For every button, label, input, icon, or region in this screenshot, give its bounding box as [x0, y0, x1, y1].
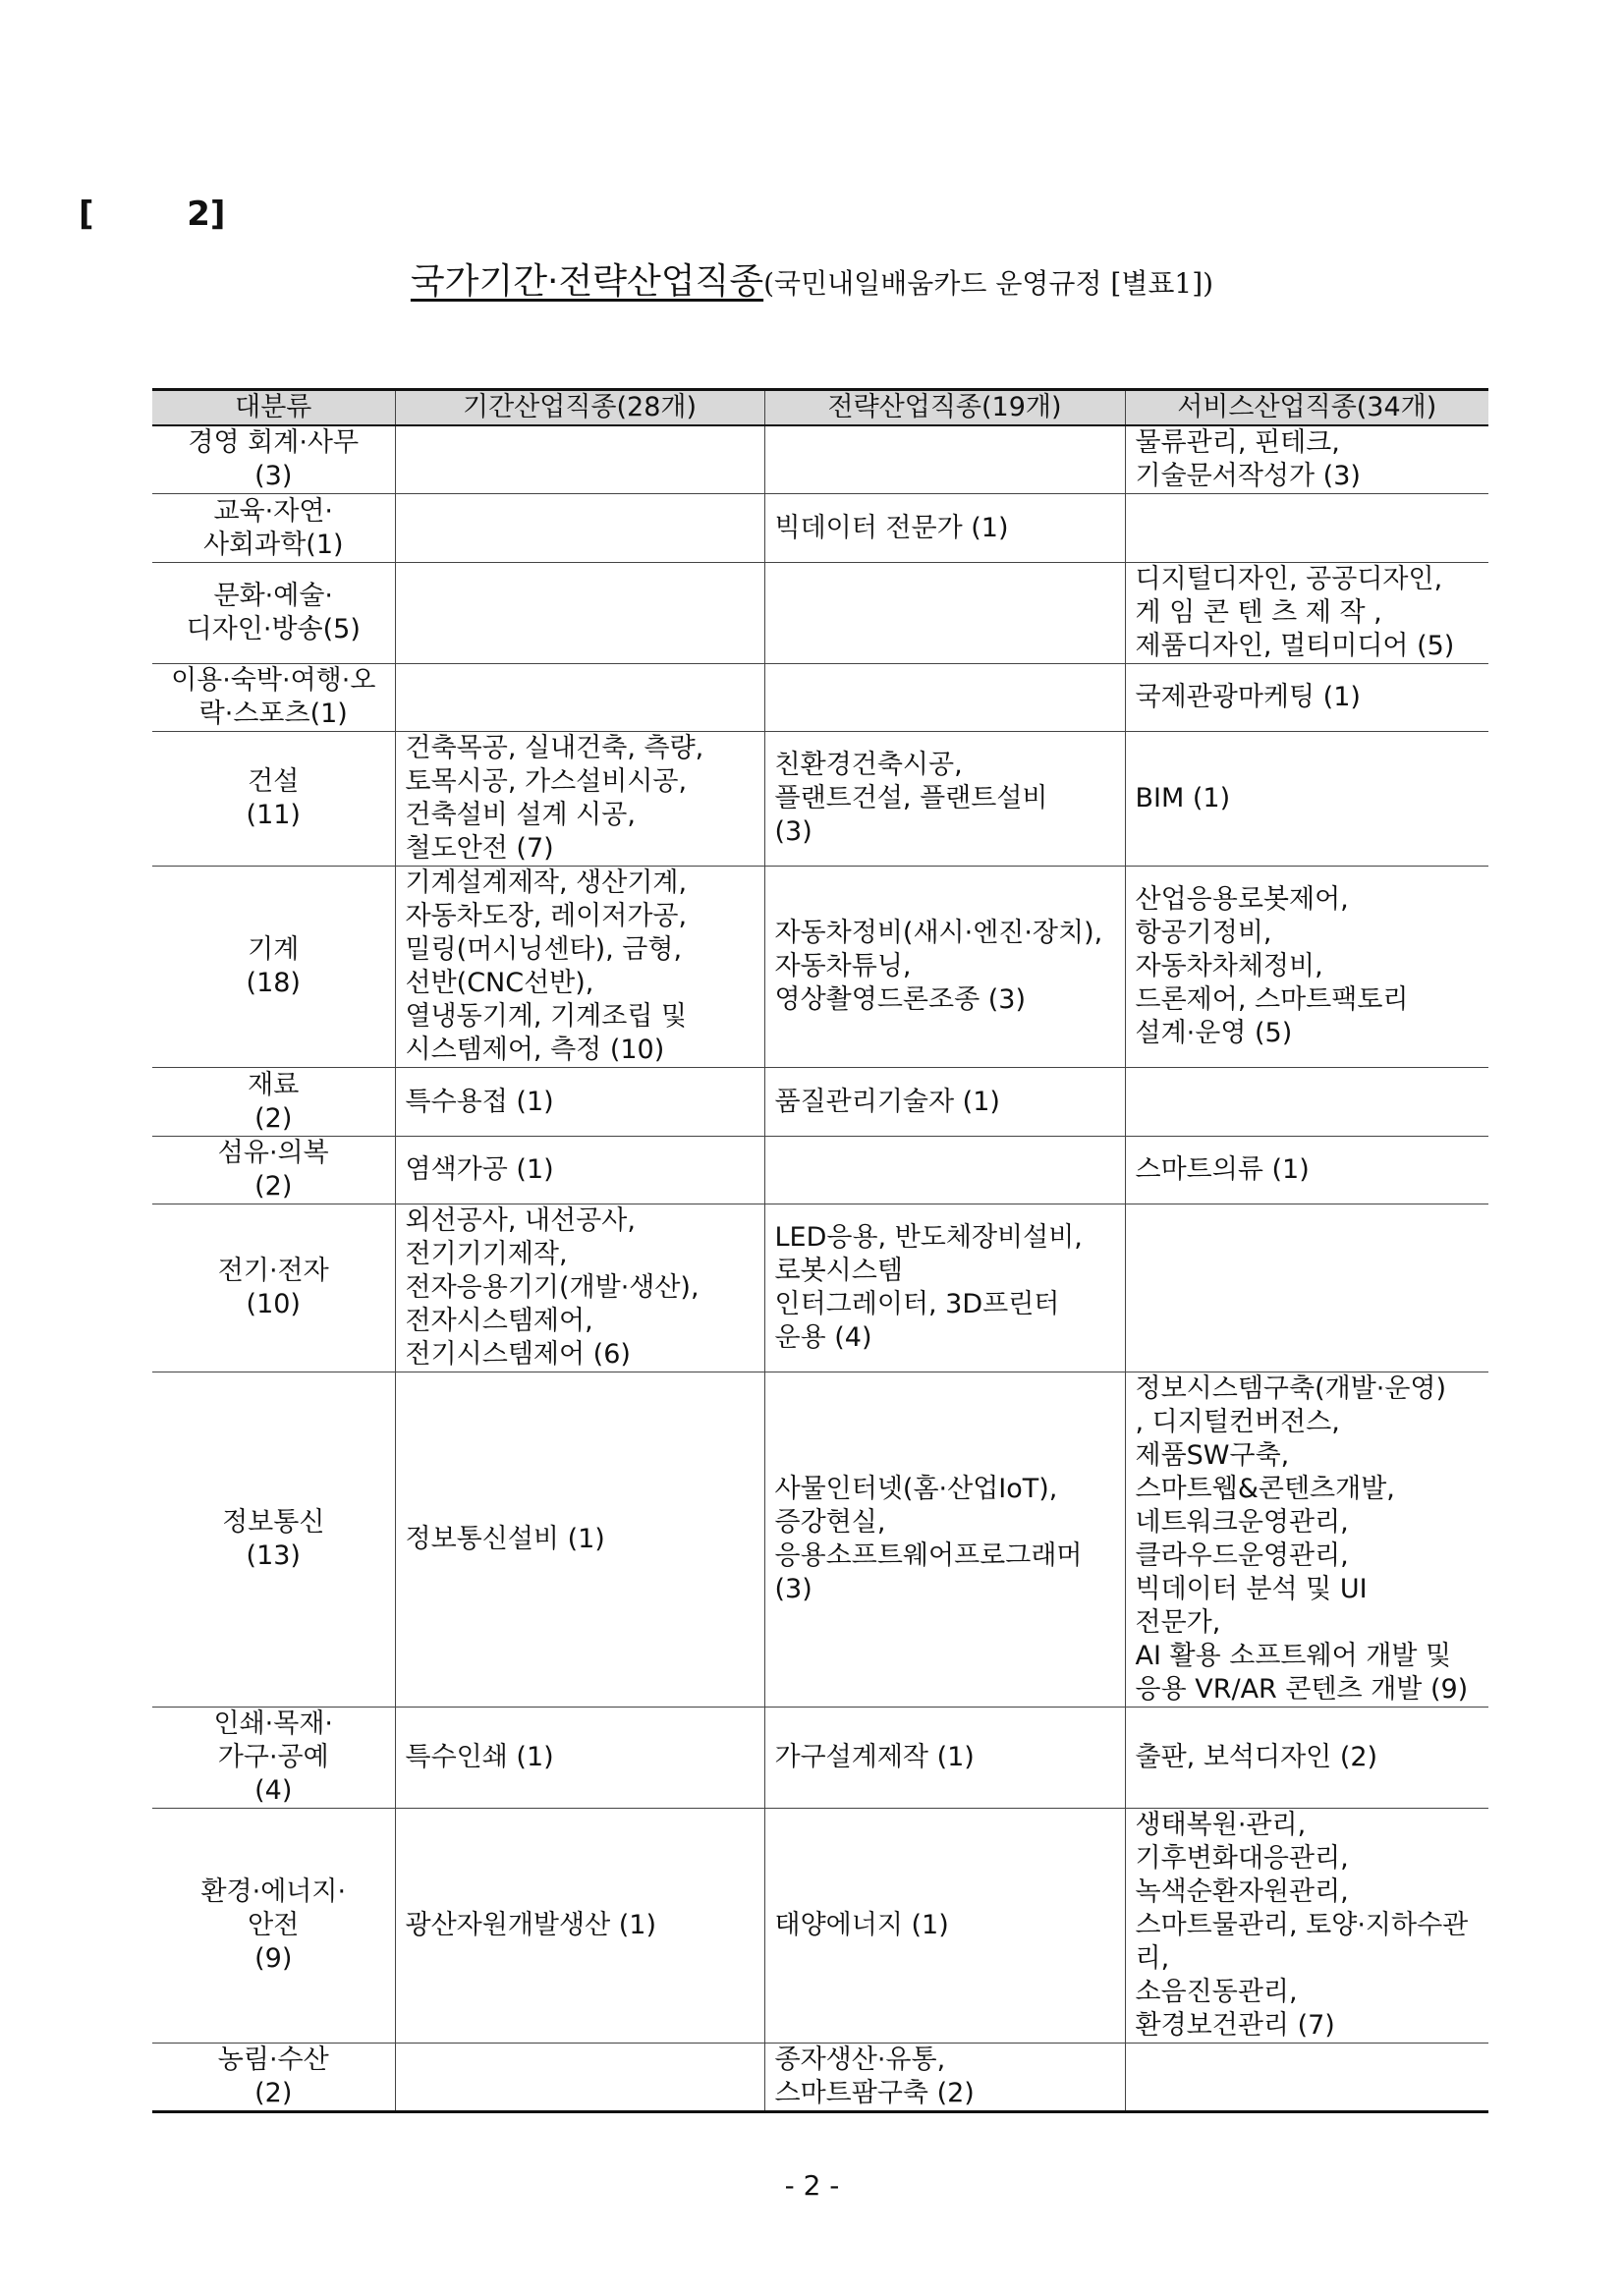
table-row [152, 732, 1488, 867]
core-cell: 건축목공, 실내건축, 측량, 토목시공, 가스설비시공, 건축설비 설계 시공, 철도안전 (7) [395, 732, 764, 867]
category-cell: 인쇄·목재· 가구·공예 (4) [152, 1708, 395, 1809]
strategic-cell: 가구설계제작 (1) [764, 1708, 1125, 1809]
category-cell: 건설 (11) [152, 732, 395, 867]
strategic-cell [764, 425, 1125, 494]
table-row [152, 867, 1488, 1068]
service-cell: 출판, 보석디자인 (2) [1125, 1708, 1488, 1809]
header-category: 대분류 [152, 390, 395, 426]
category-cell: 정보통신 (13) [152, 1372, 395, 1708]
table-row [152, 1372, 1488, 1708]
service-cell [1125, 2044, 1488, 2112]
table-row [152, 1068, 1488, 1137]
strategic-cell: 사물인터넷(홈·산업IoT), 증강현실, 응용소프트웨어프로그래머 (3) [764, 1372, 1125, 1708]
service-cell [1125, 1068, 1488, 1137]
category-cell: 전기·전자 (10) [152, 1204, 395, 1372]
core-cell: 특수인쇄 (1) [395, 1708, 764, 1809]
service-cell: BIM (1) [1125, 732, 1488, 867]
table-row [152, 2044, 1488, 2112]
table-row [152, 664, 1488, 732]
strategic-cell: 품질관리기술자 (1) [764, 1068, 1125, 1137]
core-cell: 기계설계제작, 생산기계, 자동차도장, 레이저가공, 밀링(머시닝센타), 금형, 선반(CNC선반), 열냉동기계, 기계조립 및 시스템제어, 측정 (10) [395, 867, 764, 1068]
strategic-cell [764, 563, 1125, 664]
service-cell [1125, 1204, 1488, 1372]
service-cell: 정보시스템구축(개발·운영) , 디지털컨버전스, 제품SW구축, 스마트웹&콘텐츠개발, 네트워크운영관리, 클라우드운영관리, 빅데이터 분석 및 UI 전문가, AI 활용 소프트웨어 개발 및 응용 VR/AR 콘텐츠 개발 (9) [1125, 1372, 1488, 1708]
header-service-industry: 서비스산업직종(34개) [1125, 390, 1488, 426]
page-number: - 2 - [784, 2169, 840, 2202]
core-cell: 광산자원개발생산 (1) [395, 1809, 764, 2044]
strategic-cell: 친환경건축시공, 플랜트건설, 플랜트설비 (3) [764, 732, 1125, 867]
strategic-cell: 종자생산·유통, 스마트팜구축 (2) [764, 2044, 1125, 2112]
table-header-row [152, 390, 1488, 426]
service-cell: 산업응용로봇제어, 항공기정비, 자동차차체정비, 드론제어, 스마트팩토리 설계·운영 (5) [1125, 867, 1488, 1068]
core-cell [395, 563, 764, 664]
title-main: 국가기간·전략산업직종 [410, 261, 764, 302]
category-cell: 교육·자연· 사회과학(1) [152, 494, 395, 563]
document-title [0, 253, 1624, 304]
category-cell: 기계 (18) [152, 867, 395, 1068]
service-cell: 디지털디자인, 공공디자인, 게 임 콘 텐 츠 제 작 , 제품디자인, 멀티미디어 (5) [1125, 563, 1488, 664]
category-cell: 문화·예술· 디자인·방송(5) [152, 563, 395, 664]
occupation-table [152, 388, 1488, 2113]
core-cell [395, 2044, 764, 2112]
header-core-industry: 기간산업직종(28개) [395, 390, 764, 426]
service-cell: 물류관리, 핀테크, 기술문서작성가 (3) [1125, 425, 1488, 494]
strategic-cell: 태양에너지 (1) [764, 1809, 1125, 2044]
table-row [152, 494, 1488, 563]
header-strategic-industry: 전략산업직종(19개) [764, 390, 1125, 426]
core-cell [395, 425, 764, 494]
core-cell [395, 494, 764, 563]
category-cell: 이용·숙박·여행·오 락·스포츠(1) [152, 664, 395, 732]
service-cell: 생태복원·관리, 기후변화대응관리, 녹색순환자원관리, 스마트물관리, 토양·지하수관리, 소음진동관리, 환경보건관리 (7) [1125, 1809, 1488, 2044]
table-row [152, 1809, 1488, 2044]
core-cell: 특수용접 (1) [395, 1068, 764, 1137]
category-cell: 경영 회계·사무 (3) [152, 425, 395, 494]
core-cell [395, 664, 764, 732]
category-cell: 농림·수산 (2) [152, 2044, 395, 2112]
table-row [152, 1137, 1488, 1204]
table-row [152, 1204, 1488, 1372]
service-cell: 국제관광마케팅 (1) [1125, 664, 1488, 732]
table-row [152, 1708, 1488, 1809]
strategic-cell: 자동차정비(새시·엔진·장치), 자동차튜닝, 영상촬영드론조종 (3) [764, 867, 1125, 1068]
strategic-cell: 빅데이터 전문가 (1) [764, 494, 1125, 563]
strategic-cell [764, 1137, 1125, 1204]
table-row [152, 425, 1488, 494]
attachment-label: [ 2] [79, 195, 226, 234]
table-row [152, 563, 1488, 664]
title-sub: (국민내일배움카드 운영규정 [별표1]) [763, 267, 1214, 300]
service-cell: 스마트의류 (1) [1125, 1137, 1488, 1204]
strategic-cell [764, 664, 1125, 732]
core-cell: 정보통신설비 (1) [395, 1372, 764, 1708]
category-cell: 섬유·의복 (2) [152, 1137, 395, 1204]
category-cell: 환경·에너지· 안전 (9) [152, 1809, 395, 2044]
core-cell: 염색가공 (1) [395, 1137, 764, 1204]
service-cell [1125, 494, 1488, 563]
core-cell: 외선공사, 내선공사, 전기기기제작, 전자응용기기(개발·생산), 전자시스템제어, 전기시스템제어 (6) [395, 1204, 764, 1372]
category-cell: 재료 (2) [152, 1068, 395, 1137]
strategic-cell: LED응용, 반도체장비설비, 로봇시스템 인터그레이터, 3D프린터 운용 (4) [764, 1204, 1125, 1372]
